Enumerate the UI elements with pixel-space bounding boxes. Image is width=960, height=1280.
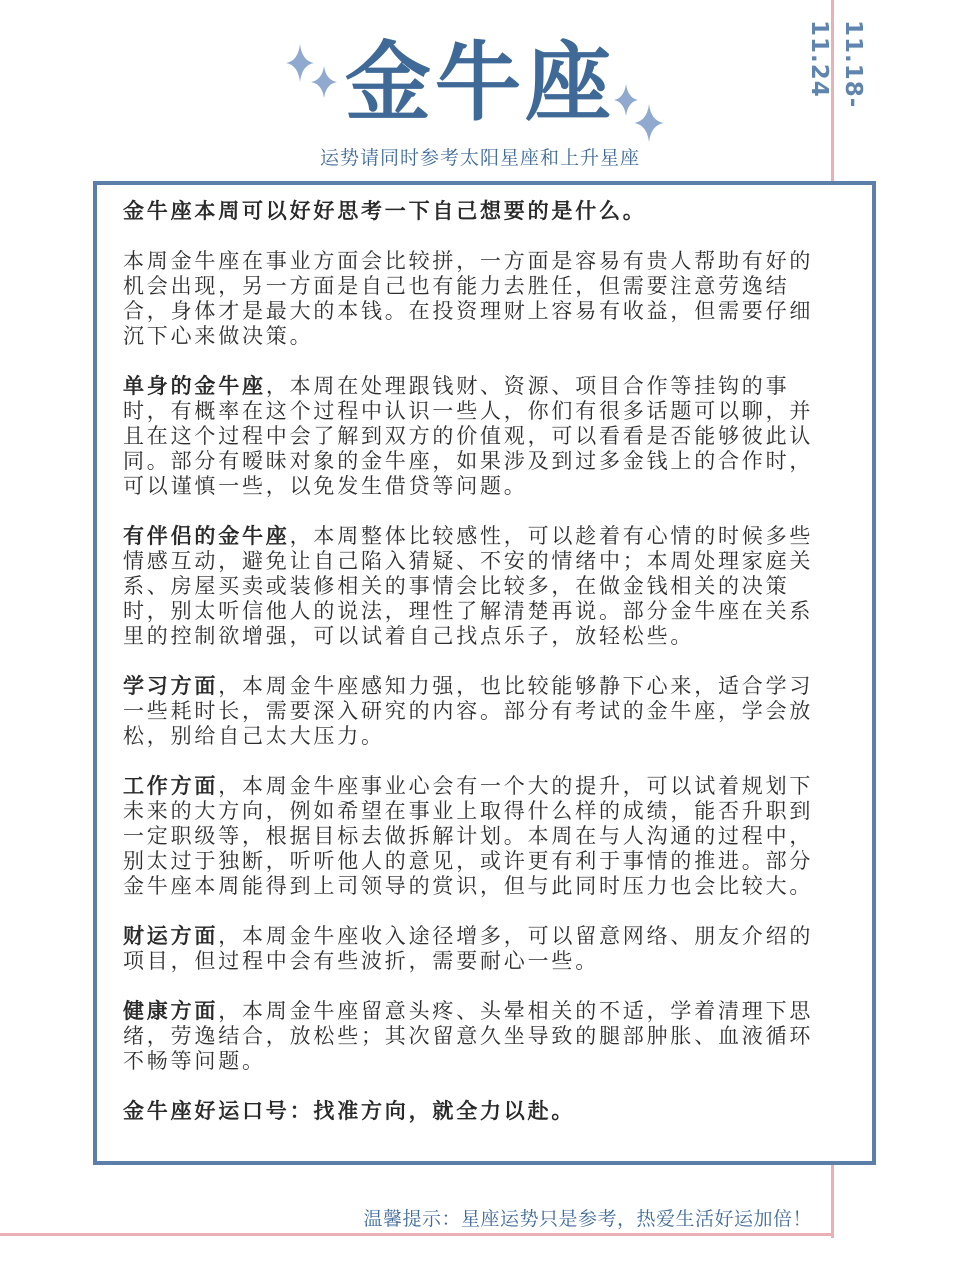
date-range: 11.18-11.24	[806, 20, 866, 109]
horoscope-card	[93, 181, 876, 1165]
section-study	[123, 674, 823, 749]
pink-horizontal-rule	[0, 1233, 834, 1236]
page-title: 金牛座	[345, 33, 615, 133]
intro-text: 金牛座本周可以好好思考一下自己想要的是什么。	[123, 199, 647, 223]
section-text: ，本周金牛座收入途径增多，可以留意网络、朋友介绍的项目，但过程中会有些波折，需要耐心一些。	[123, 924, 814, 973]
section-text: ，本周金牛座事业心会有一个大的提升，可以试着规划下未来的大方向，例如希望在事业上取得什么样的成绩，能否升职到一定职级等，根据目标去做拆解计划。本周在与人沟通的过程中，别太过于独断，听听他人的意见，或许更有利于事情的推进。部分金牛座本周能得到上司领导的赏识，但与此同时压力也会比较大。	[123, 774, 814, 898]
section-text: ，本周在处理跟钱财、资源、项目合作等挂钩的事时，有概率在这个过程中认识一些人，你们有很多话题可以聊，并且在这个过程中会了解到双方的价值观，可以看看是否能够彼此认同。部分有暧昧对象的金牛座，如果涉及到过多金钱上的合作时，可以谨慎一些，以免发生借贷等问题。	[123, 374, 814, 498]
section-heading: 学习方面	[123, 674, 219, 698]
section-wealth	[123, 924, 823, 974]
section-heading: 健康方面	[123, 999, 219, 1023]
section-work	[123, 774, 823, 899]
career-overview-paragraph: 本周金牛座在事业方面会比较拼，一方面是容易有贵人帮助有好的机会出现，另一方面是自己也有能力去胜任，但需要注意劳逸结合，身体才是最大的本钱。在投资理财上容易有收益，但需要仔细沉下心来做决策。	[123, 249, 814, 348]
intro-paragraph	[123, 199, 823, 224]
horoscope-content	[123, 199, 823, 1149]
section-heading: 工作方面	[123, 774, 219, 798]
section-heading: 单身的金牛座	[123, 374, 266, 398]
section-text: ，本周整体比较感性，可以趁着有心情的时候多些情感互动，避免让自己陷入猜疑、不安的情绪中；本周处理家庭关系、房屋买卖或装修相关的事情会比较多，在做金钱相关的决策时，别太听信他人的说法，理性了解清楚再说。部分金牛座在关系里的控制欲增强，可以试着自己找点乐子，放轻松些。	[123, 524, 814, 648]
section-health	[123, 999, 823, 1074]
subtitle: 运势请同时参考太阳星座和上升星座	[319, 147, 640, 169]
section-text: ，本周金牛座感知力强，也比较能够静下心来，适合学习一些耗时长，需要深入研究的内容。部分有考试的金牛座，学会放松，别给自己太大压力。	[123, 674, 814, 748]
slogan-paragraph	[123, 1099, 823, 1124]
section-heading: 有伴侣的金牛座	[123, 524, 290, 548]
footer-tip: 温馨提示：星座运势只是参考，热爱生活好运加倍！	[363, 1208, 812, 1230]
section-partnered	[123, 524, 823, 649]
section-text: ，本周金牛座留意头疼、头晕相关的不适，学着清理下思绪，劳逸结合，放松些；其次留意久坐导致的腿部肿胀、血液循环不畅等问题。	[123, 999, 814, 1073]
section-single	[123, 374, 823, 499]
slogan-text: 金牛座好运口号：找准方向，就全力以赴。	[123, 1099, 576, 1123]
section-heading: 财运方面	[123, 924, 219, 948]
